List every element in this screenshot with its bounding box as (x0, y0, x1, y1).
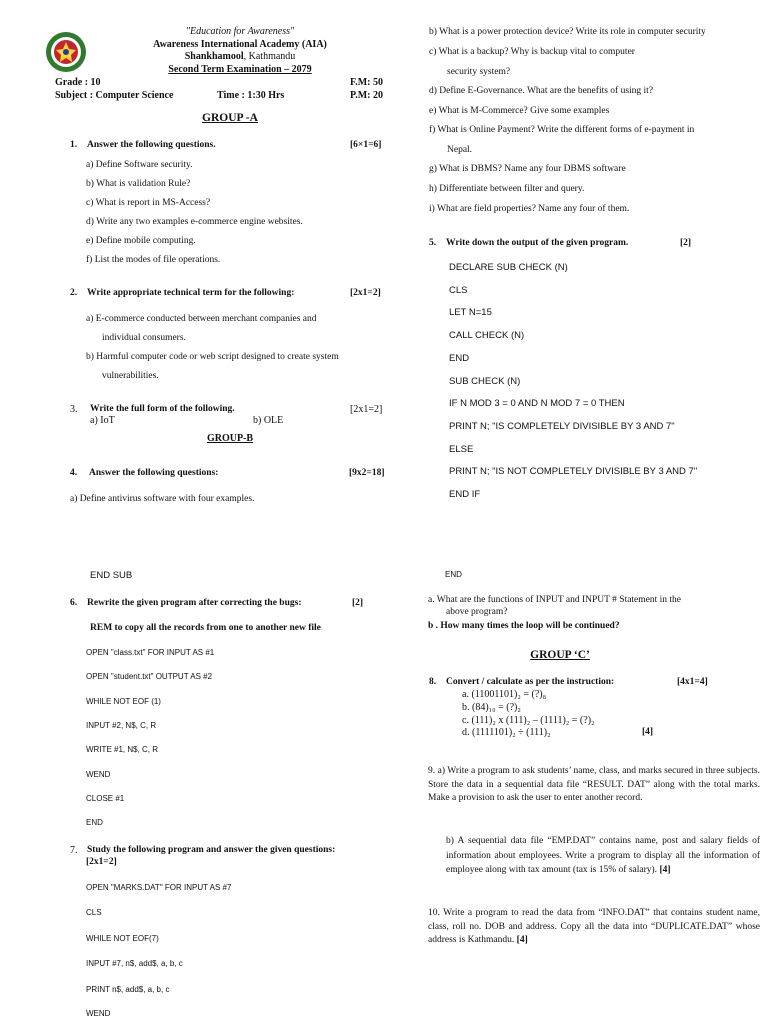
q7-text: Study the following program and answer the given questions: (87, 845, 336, 855)
q1-item: f) List the modes of file operations. (86, 255, 221, 265)
q4-item-a: a) Define antivirus software with four examples. (70, 494, 255, 504)
q4-item: d) Define E-Governance. What are the benefits of using it? (429, 86, 654, 96)
q1-text: Answer the following questions. (87, 140, 216, 150)
q8-item-c: c. (111)₂ x (111)₂ – (1111)₂ = (?)₂ (462, 715, 595, 726)
q3-number: 3. (70, 404, 78, 415)
q6-code-line: WEND (86, 770, 111, 779)
q5-code-line: ELSE (449, 444, 474, 455)
q5-code-line: END IF (449, 489, 481, 500)
q4-number: 4. (70, 468, 78, 478)
school-motto: "Education for Awareness" (185, 26, 295, 37)
q4-item: c) What is a backup? Why is backup vital to computer (429, 47, 635, 57)
q5-marks: [2] (680, 238, 692, 248)
time-label: Time : 1:30 Hrs (217, 90, 285, 101)
q4-item-cont: security system? (447, 67, 511, 77)
grade-label: Grade : 10 (55, 77, 101, 88)
school-name: Awareness International Academy (AIA) (153, 39, 327, 50)
q2-item-b: b) Harmful computer code or web script designed to create system (86, 352, 339, 362)
q7-number: 7. (70, 845, 78, 856)
q2-text: Write appropriate technical term for the following: (87, 288, 295, 298)
q4-marks: [9x2=18] (349, 468, 385, 478)
q7-code-line: PRINT n$, add$, a, b, c (86, 985, 170, 994)
school-logo (44, 30, 88, 74)
q8-marks-inline: [4] (642, 727, 654, 737)
q8-marks: [4x1=4] (677, 677, 708, 687)
q9b-marks: [4] (659, 865, 671, 875)
q4-item: e) What is M-Commerce? Give some examples (429, 106, 610, 116)
q9b-text: b) A sequential data file “EMP.DAT” contains name, post and salary fields of information about employees. Write a program to display all the information of employee along with tax amount (tax is 15% of salary). [4] (446, 836, 760, 875)
q6-rem-line: REM to copy all the records from one to another new file (90, 623, 321, 633)
q5-text: Write down the output of the given program. (446, 238, 629, 248)
q8-item-b: b. (84)₁₀ = (?)₂ (462, 702, 521, 713)
group-a-heading: GROUP -A (202, 112, 258, 124)
subject-label: Subject : Computer Science (55, 90, 174, 101)
q5-code-line: LET N=15 (449, 307, 492, 318)
q5-code-line: PRINT N; "IS NOT COMPLETELY DIVISIBLE BY 3 AND 7" (449, 466, 698, 477)
q3-marks: [2x1=2] (350, 404, 383, 415)
q5-code-line: END (449, 353, 470, 364)
q4-item: b) What is a power protection device? Write its role in computer security (429, 27, 706, 37)
q1-item: c) What is report in MS-Access? (86, 198, 211, 208)
q8-text: Convert / calculate as per the instruction: (446, 677, 615, 687)
q4-item: f) What is Online Payment? Write the different forms of e-payment in (429, 125, 695, 135)
q1-item: a) Define Software security. (86, 160, 193, 170)
q4-text: Answer the following questions: (89, 468, 219, 478)
q4-item: h) Differentiate between filter and query. (429, 184, 585, 194)
q6-number: 6. (70, 598, 78, 608)
end-line: END (445, 570, 462, 579)
pm-label: P.M: 20 (350, 90, 383, 101)
q8-item-a: a. (11001101)₂ = (?)₈ (462, 689, 547, 700)
q10-text: 10. Write a program to read the data from “INFO.DAT” that contains student name, class, roll no. DOB and address. Copy all the data into “DUPLICATE.DAT” whose address is Kathmandu. [4] (428, 908, 760, 945)
q9a-text: 9. a) Write a program to ask students’ name, class, and marks secured in three subjects. Store the data in a sequential data file “RESULT. DAT” along with the total marks. Make a provision to ask the user to enter another record. (428, 766, 760, 803)
q6-code-line: WHILE NOT EOF (1) (86, 697, 161, 706)
q5-code-line: IF N MOD 3 = 0 AND N MOD 7 = 0 THEN (449, 398, 625, 409)
q7-code-line: WHILE NOT EOF(7) (86, 934, 159, 943)
q7-code-line: OPEN "MARKS.DAT" FOR INPUT AS #7 (86, 883, 232, 892)
q6-code-line: OPEN "student.txt" OUTPUT AS #2 (86, 672, 213, 681)
q1-number: 1. (70, 140, 78, 150)
q5-code-line: SUB CHECK (N) (449, 376, 521, 387)
q4-item-cont: Nepal. (447, 145, 473, 155)
q6-code-line: WRITE #1, N$, C, R (86, 745, 159, 754)
q6-text: Rewrite the given program after correcting the bugs: (87, 598, 302, 608)
q2-item-a-cont: individual consumers. (102, 333, 186, 343)
q5-code-line: CLS (449, 285, 468, 296)
end-sub-line: END SUB (90, 570, 133, 581)
q7-code-line: CLS (86, 908, 102, 917)
q5-code-line: CALL CHECK (N) (449, 330, 525, 341)
fm-label: F.M: 50 (350, 77, 383, 88)
q1-item: d) Write any two examples e-commerce engine websites. (86, 217, 303, 227)
q1-marks: [6×1=6] (350, 140, 382, 150)
q4-item: g) What is DBMS? Name any four DBMS software (429, 164, 626, 174)
q5-code-line: DECLARE SUB CHECK (N) (449, 262, 568, 273)
q7-subquestion-b (428, 621, 620, 631)
q2-number: 2. (70, 288, 78, 298)
q2-marks: [2x1=2] (350, 288, 381, 298)
q7-code-line: WEND (86, 1009, 111, 1018)
q1-item: e) Define mobile computing. (86, 236, 196, 246)
school-location: Shankhamool, Kathmandu (184, 51, 296, 62)
q3-item-b: b) OLE (253, 415, 284, 426)
q3-item-a: a) IoT (90, 415, 115, 426)
q7-subquestion-b-text: b . How many times the loop will be continued? (428, 621, 620, 631)
q1-item: b) What is validation Rule? (86, 179, 191, 189)
q3-text: Write the full form of the following. (90, 404, 235, 414)
q2-item-a: a) E-commerce conducted between merchant companies and (86, 314, 317, 324)
q8-item-d: d. (1111101)₂ ÷ (111)₂ (462, 727, 551, 738)
q7-marks: [2x1=2] (86, 857, 117, 867)
q10-marks: [4] (516, 935, 528, 945)
exam-title: Second Term Examination – 2079 (168, 64, 312, 75)
q6-code-line: END (86, 818, 103, 827)
q6-code-line: CLOSE #1 (86, 794, 125, 803)
q6-marks: [2] (352, 598, 364, 608)
q6-code-line: INPUT #2, N$, C, R (86, 721, 157, 730)
q5-code-line: PRINT N; "IS COMPLETELY DIVISIBLE BY 3 AND 7" (449, 421, 675, 432)
q7-code-line: INPUT #7, n$, add$, a, b, c (86, 959, 183, 968)
q8-number: 8. (429, 677, 437, 687)
q7-subquestion-a: a. What are the functions of INPUT and INPUT # Statement in the (428, 595, 682, 605)
q7-subquestion-a-cont: above program? (446, 607, 508, 617)
q4-item: i) What are field properties? Name any four of them. (429, 204, 630, 214)
q2-item-b-cont: vulnerabilities. (102, 371, 159, 381)
q5-number: 5. (429, 238, 437, 248)
q6-code-line: OPEN "class.txt" FOR INPUT AS #1 (86, 648, 215, 657)
group-b-heading: GROUP-B (206, 433, 254, 444)
group-c-heading: GROUP ‘C’ (530, 649, 590, 661)
